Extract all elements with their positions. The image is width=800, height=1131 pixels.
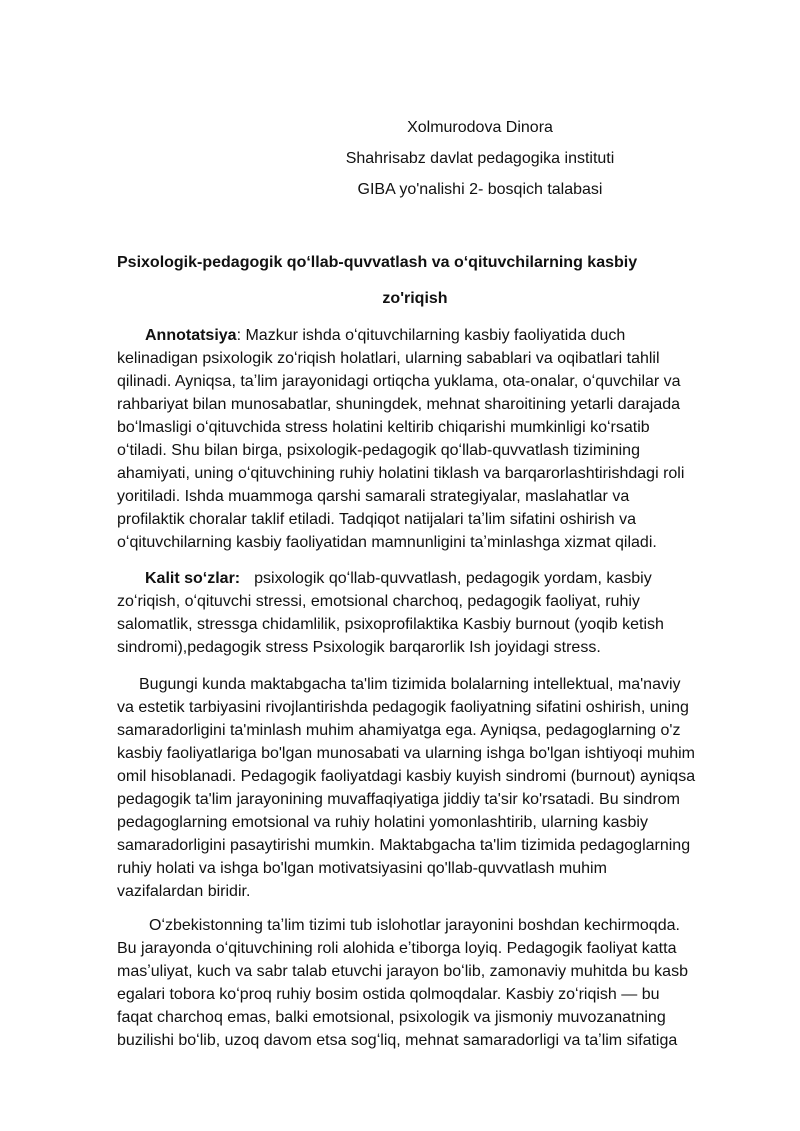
paragraph-line: ruhiy holati va ishga bo'lgan motivatsiyasini qo'llab-quvvatlash muhim	[117, 860, 607, 877]
author-institute: Shahrisabz davlat pedagogika instituti	[345, 150, 615, 167]
paragraph-line: Oʻzbekistonning taʼlim tizimi tub islohotlar jarayonini boshdan kechirmoqda.	[149, 917, 680, 934]
paragraph-line: omil hisoblanadi. Pedagogik faoliyatdagi kasbiy kuyish sindromi (burnout) ayniqsa	[117, 768, 696, 785]
annotation-line: kelinadigan psixologik zoʻriqish holatlari, ularning sabablari va oqibatlari tahlil	[117, 350, 660, 367]
paragraph-line: Bugungi kunda maktabgacha ta'lim tizimida bolalarning intellektual, ma'naviy	[139, 676, 681, 693]
paragraph-line: pedagogik ta'lim jarayonining muvaffaqiyatiga jiddiy ta'sir ko'rsatadi. Bu sindrom	[117, 791, 680, 808]
paragraph-line: egalari tobora koʻproq ruhiy bosim ostida qolmoqdalar. Kasbiy zoʻriqish — bu	[117, 986, 660, 1003]
paragraph-line: Bu jarayonda oʻqituvchining roli alohida eʼtiborga loyiq. Pedagogik faoliyat katta	[117, 940, 677, 957]
article-title-line-1: Psixologik-pedagogik qoʻllab-quvvatlash va oʻqituvchilarning kasbiy	[117, 254, 638, 271]
paragraph-line: va estetik tarbiyasini rivojlantirishda pedagogik faoliyatning sifatini oshirish, uning	[117, 699, 689, 716]
annotation-line: qilinadi. Ayniqsa, taʼlim jarayonidagi ortiqcha yuklama, ota-onalar, oʻquvchilar va	[117, 373, 681, 390]
keywords-paragraph	[117, 567, 750, 659]
keywords-line: salomatlik, stressga chidamlilik, psixoprofilaktika Kasbiy burnout (yoqib ketish	[117, 616, 664, 633]
paragraph-line: samaradorligini ta'minlash muhim ahamiyatga ega. Ayniqsa, pedagoglarning o'z	[117, 722, 681, 739]
paragraph-line: faqat charchoq emas, balki emotsional, psixologik va jismoniy muvozanatning	[117, 1009, 666, 1026]
keywords-line: zoʻriqish, oʻqituvchi stressi, emotsional charchoq, pedagogik faoliyat, ruhiy	[117, 593, 640, 610]
article-title-line-2: zo'riqish	[382, 290, 448, 307]
body-paragraph-1	[117, 673, 750, 903]
annotation-line: boʻlmasligi oʻqituvchida stress holatini keltirib chiqarishi mumkinligi koʻrsatib	[117, 419, 650, 436]
author-program: GIBA yo'nalishi 2- bosqich talabasi	[357, 181, 603, 198]
annotation-paragraph	[117, 324, 750, 554]
annotation-line: yoritiladi. Ishda muammoga qarshi samarali strategiyalar, maslahatlar va	[117, 488, 630, 505]
annotation-label: Annotatsiya	[145, 327, 237, 344]
annotation-line: oʻtiladi. Shu bilan birga, psixologik-pedagogik qoʻllab-quvvatlash tizimining	[117, 442, 640, 459]
annotation-line: profilaktik choralar taklif etiladi. Tadqiqot natijalari taʼlim sifatini oshirish va	[117, 511, 637, 528]
paragraph-line: pedagoglarning emotsional va ruhiy holatini yomonlashtirib, ularning kasbiy	[117, 814, 648, 831]
annotation-line: oʻqituvchilarning kasbiy faoliyatidan mamnunligini taʼminlashga xizmat qiladi.	[117, 534, 657, 551]
body-paragraph-2	[117, 914, 750, 1052]
paragraph-line: buzilishi boʻlib, uzoq davom etsa sogʻliq, mehnat samaradorligi va taʼlim sifatiga	[117, 1032, 678, 1049]
paragraph-line: kasbiy faoliyatlariga bo'lgan munosabati va ularning ishga bo'lgan ishtiyoqi muhim	[117, 745, 695, 762]
paragraph-line: masʼuliyat, kuch va sabr talab etuvchi jarayon boʻlib, zamonaviy muhitda bu kasb	[117, 963, 688, 980]
annotation-line: ahamiyati, uning oʻqituvchining ruhiy holatini tiklash va barqarorlashtirishdagi roli	[117, 465, 685, 482]
keywords-line: sindromi),pedagogik stress Psixologik barqarorlik Ish joyidagi stress.	[117, 639, 601, 656]
paragraph-line: samaradorligini pasaytirishi mumkin. Maktabgacha ta'lim tizimida pedagoglarning	[117, 837, 691, 854]
annotation-line: rahbariyat bilan munosabatlar, shuningdek, mehnat sharoitining yetarli darajada	[117, 396, 681, 413]
keywords-line: psixologik qoʻllab-quvvatlash, pedagogik yordam, kasbiy	[254, 570, 652, 587]
keywords-label: Kalit soʻzlar:	[145, 570, 241, 587]
author-name: Xolmurodova Dinora	[407, 119, 553, 136]
author-block	[300, 112, 660, 205]
annotation-line: : Mazkur ishda oʻqituvchilarning kasbiy faoliyatida duch	[236, 327, 626, 344]
paragraph-line: vazifalardan biridir.	[117, 883, 251, 900]
